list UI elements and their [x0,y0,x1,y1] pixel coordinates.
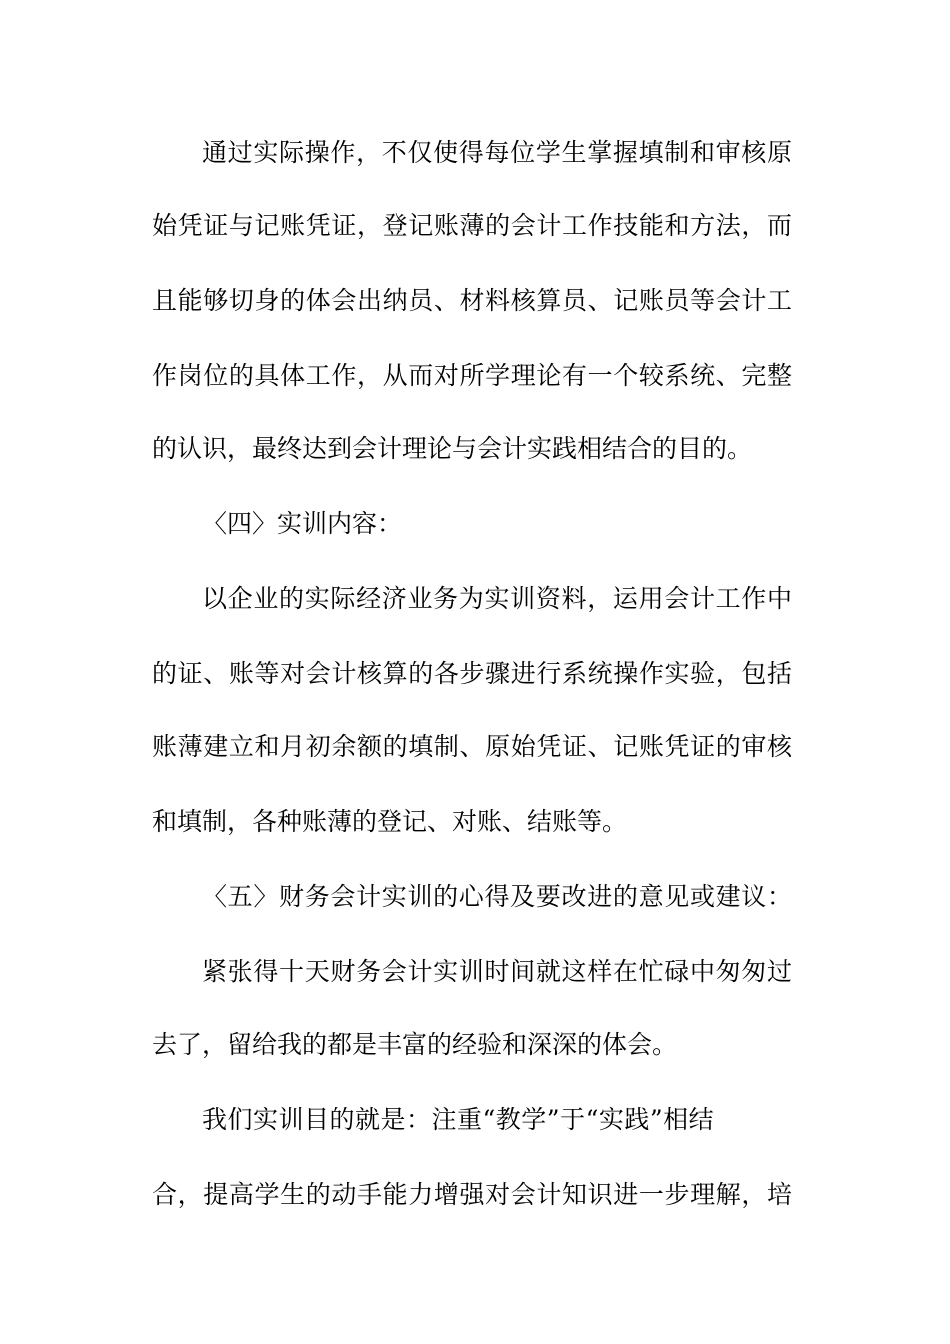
section-heading: 〈五〉财务会计实训的心得及要改进的意见或建议： [202,882,792,911]
paragraph-line: 作岗位的具体工作，从而对所学理论有一个较系统、完整 [152,361,792,390]
paragraph-line: 通过实际操作，不仅使得每位学生掌握填制和审核原 [202,138,792,167]
paragraph-line: 和填制，各种账薄的登记、对账、结账等。 [152,807,628,836]
paragraph-line: 始凭证与记账凭证，登记账薄的会计工作技能和方法，而 [152,211,792,240]
section-heading: 〈四〉实训内容： [202,509,403,538]
paragraph-line: 合，提高学生的动手能力增强对会计知识进一步理解，培 [152,1180,792,1209]
paragraph-line: 我们实训目的就是：注重“教学”于“实践”相结 [202,1105,715,1134]
paragraph-line: 且能够切身的体会出纳员、材料核算员、记账员等会计工 [152,286,792,315]
paragraph-line: 的认识，最终达到会计理论与会计实践相结合的目的。 [152,434,753,463]
paragraph-line: 的证、账等对会计核算的各步骤进行系统操作实验，包括 [152,659,792,688]
paragraph-line: 账薄建立和月初余额的填制、原始凭证、记账凭证的审核 [152,732,792,761]
paragraph-line: 以企业的实际经济业务为实训资料，运用会计工作中 [202,584,792,613]
paragraph-line: 紧张得十天财务会计实训时间就这样在忙碌中匆匆过 [202,957,792,986]
paragraph-line: 去了，留给我的都是丰富的经验和深深的体会。 [152,1030,678,1059]
